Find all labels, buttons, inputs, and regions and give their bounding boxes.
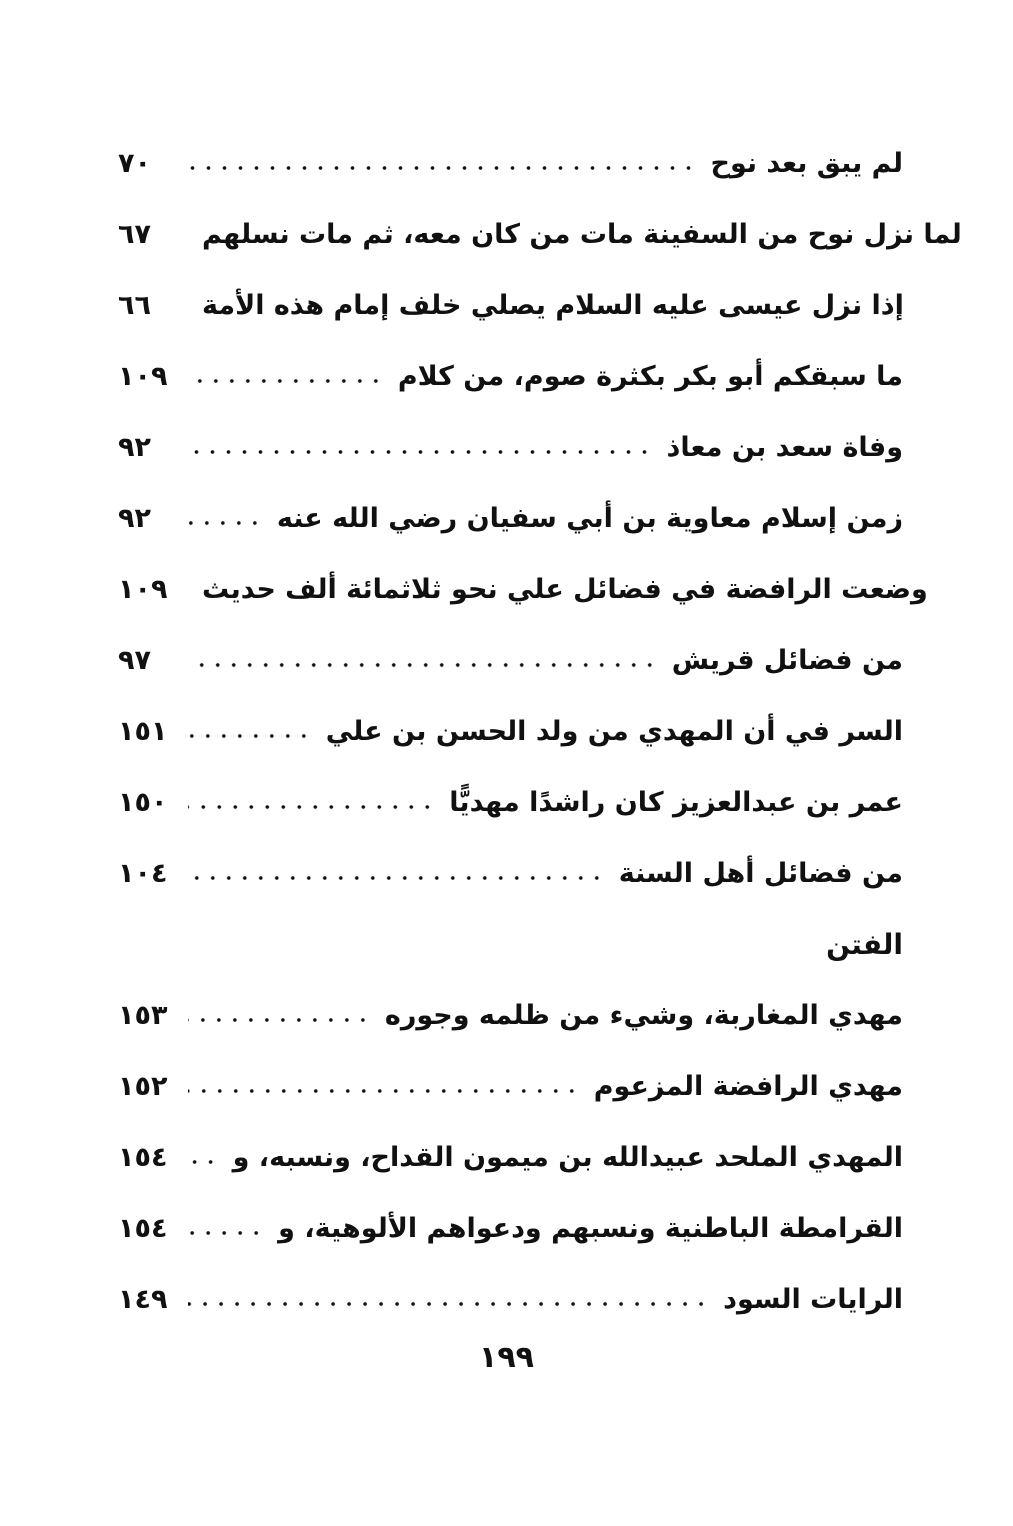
toc-entry-title: مهدي الرافضة المزعوم xyxy=(593,1071,903,1102)
toc-entry-page: ١٠٤ xyxy=(118,858,168,889)
toc-entry-title: وضعت الرافضة في فضائل علي نحو ثلاثمائة ألف حديث xyxy=(202,574,928,605)
dot-leader xyxy=(188,379,384,383)
dot-leader xyxy=(188,521,263,525)
toc-entry-page: ١٤٩ xyxy=(118,1284,168,1315)
toc-entry xyxy=(118,696,903,767)
toc-entry xyxy=(118,1193,903,1264)
dot-leader xyxy=(188,663,658,667)
toc-entry-title: إذا نزل عيسى عليه السلام يصلي خلف إمام هذه الأمة xyxy=(202,290,904,321)
dot-leader xyxy=(188,1018,371,1022)
toc-entry-page: ١٥٤ xyxy=(118,1142,168,1173)
toc-entry xyxy=(118,1264,903,1335)
toc-entry-title: عمر بن عبدالعزيز كان راشدًا مهديًّا xyxy=(449,787,903,818)
toc-entry-page: ١٠٩ xyxy=(118,574,168,605)
toc-entry-title: لما نزل نوح من السفينة مات من كان معه، ثم مات نسلهم xyxy=(202,219,962,250)
toc-entry xyxy=(118,625,903,696)
toc-entry xyxy=(118,1051,903,1122)
toc-entry-page: ١٥٠ xyxy=(118,787,168,818)
toc-entry-title: السر في أن المهدي من ولد الحسن بن علي xyxy=(325,716,903,747)
toc-entry xyxy=(118,128,903,199)
dot-leader xyxy=(188,450,652,454)
toc-entry xyxy=(118,341,903,412)
dot-leader xyxy=(188,805,435,809)
toc-entry xyxy=(118,199,962,270)
toc-entry xyxy=(118,554,928,625)
toc-entry-page: ١٠٩ xyxy=(118,361,168,392)
section-heading: الفتن xyxy=(826,928,903,961)
toc-entry-page: ٦٦ xyxy=(118,290,151,321)
toc-entry-page: ٩٧ xyxy=(118,645,151,676)
toc-entry-title: مهدي المغاربة، وشيء من ظلمه وجوره xyxy=(384,1000,903,1031)
toc-entry-page: ١٥٢ xyxy=(118,1071,168,1102)
dot-leader xyxy=(188,1302,709,1306)
toc-entry-title: من فضائل أهل السنة xyxy=(618,858,903,889)
toc-entry-title: من فضائل قريش xyxy=(671,645,903,676)
dot-leader xyxy=(188,734,312,738)
toc-entry-title: ما سبقكم أبو بكر بكثرة صوم، من كلام xyxy=(397,361,903,392)
toc-entry-page: ٩٢ xyxy=(118,432,151,463)
toc-entry-title: زمن إسلام معاوية بن أبي سفيان رضي الله عنه xyxy=(276,503,903,534)
toc-entry-title: الرايات السود xyxy=(723,1284,903,1315)
toc-entry xyxy=(118,412,903,483)
toc-entry-title: المهدي الملحد عبيدالله بن ميمون القداح، ونسبه، و xyxy=(232,1142,903,1173)
page-number: ١٩٩ xyxy=(479,1340,534,1375)
dot-leader xyxy=(188,1231,264,1235)
dot-leader xyxy=(188,166,696,170)
toc-entry-title: لم يبق بعد نوح xyxy=(710,148,903,179)
toc-entry-page: ٧٠ xyxy=(118,148,151,179)
toc-entry-page: ٩٢ xyxy=(118,503,151,534)
toc-entry xyxy=(118,980,903,1051)
section-heading-row xyxy=(118,909,903,980)
toc-entry xyxy=(118,270,903,341)
dot-leader xyxy=(188,1089,580,1093)
toc-entry-title: القرامطة الباطنية ونسبهم ودعواهم الألوهية، و xyxy=(278,1213,903,1244)
toc-entry-page: ١٥٣ xyxy=(118,1000,168,1031)
toc-entry xyxy=(118,1122,903,1193)
toc-entry xyxy=(118,483,903,554)
toc-entry-page: ٦٧ xyxy=(118,219,151,250)
dot-leader xyxy=(188,876,605,880)
dot-leader xyxy=(188,1160,219,1164)
table-of-contents xyxy=(118,128,962,1335)
toc-entry xyxy=(118,767,903,838)
toc-entry-page: ١٥١ xyxy=(118,716,168,747)
toc-entry-title: وفاة سعد بن معاذ xyxy=(666,432,903,463)
toc-entry xyxy=(118,838,903,909)
toc-entry-page: ١٥٤ xyxy=(118,1213,168,1244)
